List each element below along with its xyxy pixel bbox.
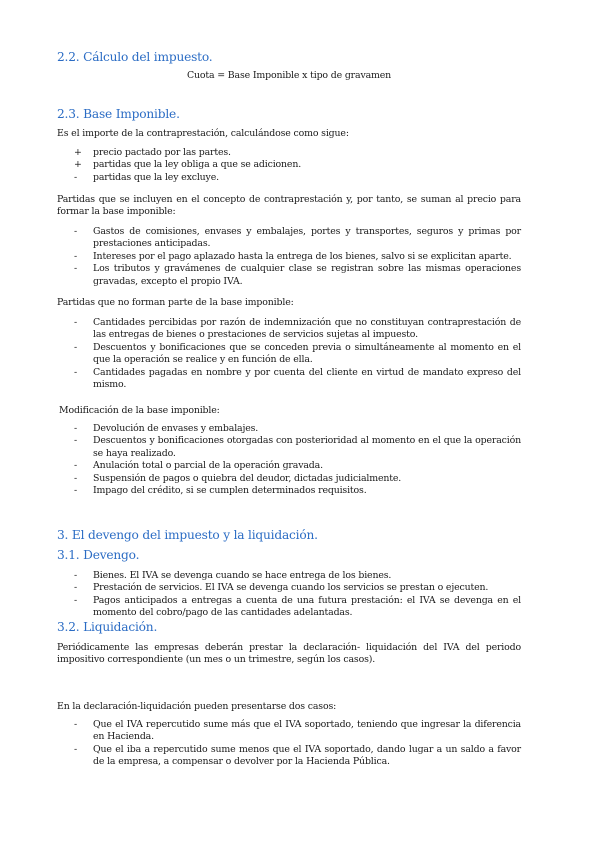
formula-text: Cuota = Base Imponible x tipo de gravamen: [186, 70, 392, 81]
bullet: -: [74, 171, 78, 183]
list-item: - Prestación de servicios. El IVA se devenga cuando los servicios se prestan o ejecuten.: [74, 582, 489, 594]
list-item: - Impago del crédito, si se cumplen determinados requisitos.: [74, 485, 367, 497]
list-item: - Que el IVA repercutido sume más que el IVA soportado, teniendo que ingresar la diferencia en Hacienda.: [74, 719, 521, 743]
base-intro: Es el importe de la contraprestación, calculándose como sigue:: [57, 128, 349, 139]
modification-list: [57, 423, 521, 497]
devengo-list: [57, 570, 521, 620]
excluded-list: [57, 317, 521, 391]
list-item: - Los tributos y gravámenes de cualquier clase se registran sobre las mismas operaciones gravadas, excepto el propio IVA.: [74, 263, 521, 287]
calc-list: [57, 147, 521, 184]
section-heading-liquidacion: 3.2. Liquidación.: [57, 620, 158, 634]
section-heading-devengo: 3.1. Devengo.: [57, 548, 140, 562]
section-heading-calculo: 2.2. Cálculo del impuesto.: [57, 50, 213, 64]
list-item: - Gastos de comisiones, envases y embalajes, portes y transportes, seguros y primas por prestaciones anticipadas.: [74, 226, 521, 250]
modification-intro: Modificación de la base imponible:: [59, 405, 220, 416]
list-item: - Cantidades percibidas por razón de indemnización que no constituyan contraprestación de las entregas de bienes o prestaciones de servicios sujetas al impuesto.: [74, 317, 521, 341]
excluded-intro: Partidas que no forman parte de la base imponible:: [57, 297, 294, 308]
list-item: - partidas que la ley excluye.: [74, 171, 219, 183]
list-item: - Bienes. El IVA se devenga cuando se hace entrega de los bienes.: [74, 570, 392, 581]
list-item: - Suspensión de pagos o quiebra del deudor, dictadas judicialmente.: [74, 472, 402, 484]
list-item: - Descuentos y bonificaciones que se conceden previa o simultáneamente al momento en el que la operación se realice y en función de ella.: [74, 341, 521, 366]
list-item: + precio pactado por las partes.: [74, 147, 231, 158]
list-item: - Pagos anticipados a entregas a cuenta de una futura prestación: el IVA se devenga en el momento del cobro/pago de las cantidades adelantadas.: [74, 594, 521, 619]
section-heading-devengo-liquidacion: 3. El devengo del impuesto y la liquidación.: [57, 528, 318, 542]
list-item: - Que el iba a repercutido sume menos que el IVA soportado, dando lugar a un saldo a favor de la empresa, a compensar o devolver por la Hacienda Pública.: [74, 743, 521, 768]
section-heading-base-imponible: 2.3. Base Imponible.: [57, 107, 180, 121]
list-item: + partidas que la ley obliga a que se adicionen.: [74, 159, 302, 171]
included-intro: Partidas que se incluyen en el concepto de contraprestación y, por tanto, se suman al precio para formar la base imponible:: [57, 194, 521, 218]
included-list: [57, 226, 521, 288]
list-item: - Cantidades pagadas en nombre y por cuenta del cliente en virtud de mandato expreso del mismo.: [74, 366, 521, 391]
list-item: - Intereses por el pago aplazado hasta la entrega de los bienes, salvo si se explicitan aparte.: [74, 250, 512, 262]
liquidacion-list: [57, 719, 521, 769]
bullet: +: [74, 147, 82, 158]
bullet: +: [74, 159, 82, 171]
list-item: - Descuentos y bonificaciones otorgadas con posterioridad al momento en el que la operación se haya realizado.: [74, 435, 521, 459]
liquidacion-para2: En la declaración-liquidación pueden presentarse dos casos:: [57, 701, 337, 712]
list-item: - Anulación total o parcial de la operación gravada.: [74, 460, 323, 472]
liquidacion-para1: Periódicamente las empresas deberán prestar la declaración- liquidación del IVA del periodo impositivo correspondiente (un mes o un trimestre, según los casos).: [57, 642, 521, 666]
list-item: - Devolución de envases y embalajes.: [74, 423, 259, 434]
